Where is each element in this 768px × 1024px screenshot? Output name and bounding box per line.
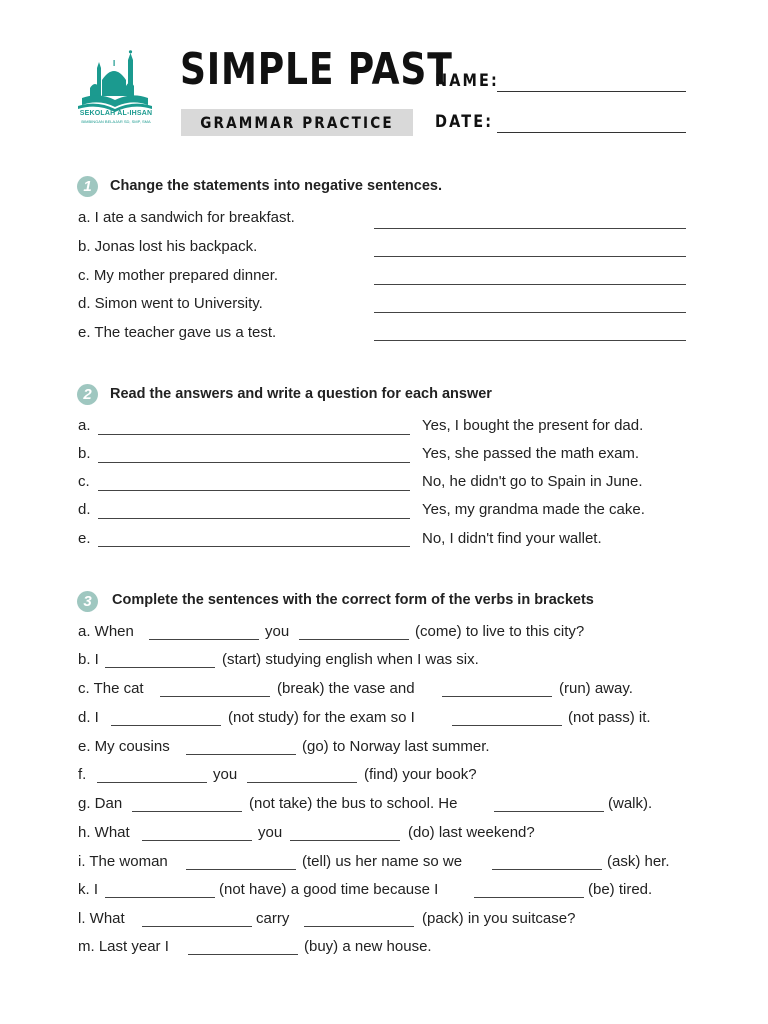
section-3-item-e-part-2: (go) to Norway last summer. — [302, 738, 490, 755]
section-3-item-f-part-2: you — [213, 766, 238, 783]
section-3-blank-g-2[interactable] — [494, 811, 604, 812]
section-3-item-l-part-1: l. What — [78, 910, 125, 927]
section-3-blank-i-2[interactable] — [492, 869, 602, 870]
section-3-item-i-part-1: i. The woman — [78, 853, 168, 870]
section-3-item-c-part-3: (run) away. — [559, 680, 633, 697]
section-3-item-k-part-3: (be) tired. — [588, 881, 653, 898]
section-3-blank-h-2[interactable] — [290, 840, 400, 841]
section-2-question-line-a[interactable] — [98, 434, 410, 435]
section-2-question-line-b[interactable] — [98, 462, 410, 463]
section-3-blank-a-2[interactable] — [299, 639, 409, 640]
section-3-item-m-part-2: (buy) a new house. — [304, 938, 432, 955]
section-3-item-h-part-3: (do) last weekend? — [408, 824, 535, 841]
section-3-blank-l-2[interactable] — [304, 926, 414, 927]
section-2-question-line-d[interactable] — [98, 518, 410, 519]
section-3-blank-l-1[interactable] — [142, 926, 252, 927]
section-1-instruction: Change the statements into negative sentences. — [110, 178, 442, 194]
section-1-item-b: b. Jonas lost his backpack. — [78, 238, 258, 255]
section-1-answer-line-c[interactable] — [374, 284, 686, 285]
section-3-item-m-part-1: m. Last year I — [78, 938, 169, 955]
section-3-item-d-part-3: (not pass) it. — [568, 709, 651, 726]
section-3-item-k-part-1: k. I — [78, 881, 99, 898]
worksheet-title: SIMPLE PAST — [180, 44, 453, 95]
section-1-item-d: d. Simon went to University. — [78, 295, 263, 312]
name-label: NAME: — [435, 71, 499, 91]
section-3-item-f-part-1: f. — [78, 766, 87, 783]
section-3-item-d-part-2: (not study) for the exam so I — [228, 709, 415, 726]
section-3-item-g-part-3: (walk). — [608, 795, 653, 812]
section-1-answer-line-b[interactable] — [374, 256, 686, 257]
section-3-item-l-part-2: carry — [256, 910, 290, 927]
section-3-item-a-part-1: a. When — [78, 623, 134, 640]
section-2-number-badge: 2 — [77, 384, 98, 405]
school-tagline: BIMBINGAN BELAJAR SD, SMP, SMA — [81, 119, 151, 124]
section-3-blank-a-1[interactable] — [149, 639, 259, 640]
section-2-instruction: Read the answers and write a question for each answer — [110, 386, 492, 402]
section-3-item-k-part-2: (not have) a good time because I — [219, 881, 439, 898]
section-3-item-b-part-1: b. I — [78, 651, 99, 668]
section-2-question-line-c[interactable] — [98, 490, 410, 491]
section-3-blank-c-1[interactable] — [160, 696, 270, 697]
worksheet-subtitle: GRAMMAR PRACTICE — [200, 113, 394, 132]
section-3-item-b-part-2: (start) studying english when I was six. — [222, 651, 479, 668]
section-1-answer-line-a[interactable] — [374, 228, 686, 229]
section-3-blank-i-1[interactable] — [186, 869, 296, 870]
section-2-answer-c: No, he didn't go to Spain in June. — [422, 473, 643, 490]
section-2-letter-e: e. — [78, 530, 91, 547]
section-3-blank-f-1[interactable] — [97, 782, 207, 783]
section-3-item-i-part-2: (tell) us her name so we — [302, 853, 463, 870]
section-3-blank-k-1[interactable] — [105, 897, 215, 898]
section-2-letter-d: d. — [78, 501, 91, 518]
section-3-blank-d-1[interactable] — [111, 725, 221, 726]
section-2-answer-b: Yes, she passed the math exam. — [422, 445, 640, 462]
section-3-blank-f-2[interactable] — [247, 782, 357, 783]
section-3-item-a-part-2: you — [265, 623, 290, 640]
section-3-blank-b-1[interactable] — [105, 667, 215, 668]
section-1-answer-line-e[interactable] — [374, 340, 686, 341]
section-3-blank-d-2[interactable] — [452, 725, 562, 726]
section-3-item-d-part-1: d. I — [78, 709, 99, 726]
section-3-item-l-part-3: (pack) in you suitcase? — [422, 910, 576, 927]
date-label: DATE: — [435, 112, 494, 132]
section-3-item-f-part-3: (find) your book? — [364, 766, 477, 783]
section-3-blank-k-2[interactable] — [474, 897, 584, 898]
section-3-item-h-part-1: h. What — [78, 824, 130, 841]
section-2-letter-c: c. — [78, 473, 90, 490]
section-1-answer-line-d[interactable] — [374, 312, 686, 313]
school-name: SEKOLAH AL-IHSAN — [79, 110, 153, 117]
section-3-item-c-part-2: (break) the vase and — [277, 680, 415, 697]
section-3-item-a-part-3: (come) to live to this city? — [415, 623, 585, 640]
section-1-item-e: e. The teacher gave us a test. — [78, 324, 277, 341]
section-2-letter-b: b. — [78, 445, 91, 462]
section-2-letter-a: a. — [78, 417, 91, 434]
section-3-blank-c-2[interactable] — [442, 696, 552, 697]
section-2-question-line-e[interactable] — [98, 546, 410, 547]
name-field[interactable] — [497, 91, 686, 92]
section-2-answer-e: No, I didn't find your wallet. — [422, 530, 602, 547]
section-1-item-c: c. My mother prepared dinner. — [78, 267, 279, 284]
section-3-item-h-part-2: you — [258, 824, 283, 841]
section-1-number-badge: 1 — [77, 176, 98, 197]
mosque-icon — [78, 50, 152, 112]
section-3-item-g-part-2: (not take) the bus to school. He — [249, 795, 458, 812]
section-3-item-c-part-1: c. The cat — [78, 680, 144, 697]
section-2-answer-d: Yes, my grandma made the cake. — [422, 501, 645, 518]
section-3-blank-g-1[interactable] — [132, 811, 242, 812]
section-3-number-badge: 3 — [77, 591, 98, 612]
section-3-blank-e-1[interactable] — [186, 754, 296, 755]
section-1-item-a: a. I ate a sandwich for breakfast. — [78, 209, 295, 226]
section-3-item-e-part-1: e. My cousins — [78, 738, 170, 755]
section-3-blank-h-1[interactable] — [142, 840, 252, 841]
section-2-answer-a: Yes, I bought the present for dad. — [422, 417, 644, 434]
section-3-blank-m-1[interactable] — [188, 954, 298, 955]
section-3-item-g-part-1: g. Dan — [78, 795, 123, 812]
date-field[interactable] — [497, 132, 686, 133]
section-3-instruction: Complete the sentences with the correct form of the verbs in brackets — [112, 592, 594, 608]
section-3-item-i-part-3: (ask) her. — [607, 853, 670, 870]
